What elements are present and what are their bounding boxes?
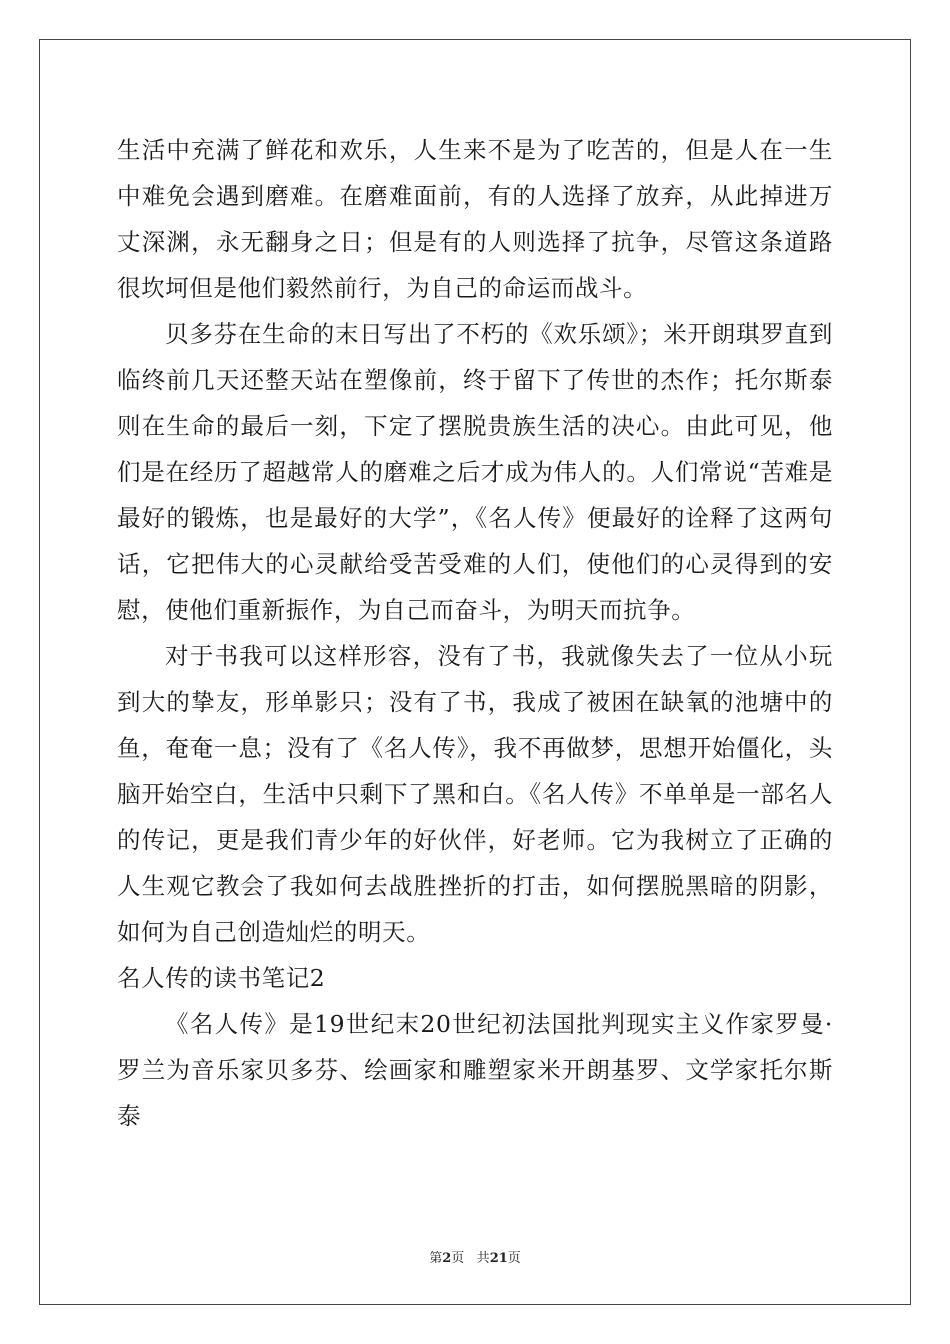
total-pages: 21 <box>489 1251 508 1266</box>
section-heading: 名人传的读书笔记2 <box>117 964 326 992</box>
page-prefix: 第 <box>429 1251 443 1266</box>
page-footer <box>0 1247 950 1266</box>
page-number: 2 <box>442 1251 452 1266</box>
paragraph-2: 贝多芬在生命的末日写出了不朽的《欢乐颂》；米开朗琪罗直到临终前几天还整天站在塑像前，终于留下了传世的杰作；托尔斯泰则在生命的最后一刻，下定了摆脱贵族生活的决心。由此可见，他们是在经历了超越常人的磨难之后才成为伟人的。人们常说“苦难是最好的锻炼，也是最好的大学”，《名人传》便最好的诠释了这两句话，它把伟大的心灵献给受苦受难的人们，使他们的心灵得到的安慰，使他们重新振作，为自己而奋斗，为明天而抗争。 <box>117 320 833 624</box>
paragraph-4: 《名人传》是19世纪末20世纪初法国批判现实主义作家罗曼·罗兰为音乐家贝多芬、绘画家和雕塑家米开朗基罗、文学家托尔斯泰 <box>117 1010 833 1130</box>
page-suffix: 页 <box>451 1251 465 1266</box>
document-body <box>117 127 833 1139</box>
paragraph-3: 对于书我可以这样形容，没有了书，我就像失去了一位从小玩到大的挚友，形单影只；没有了书，我成了被困在缺氧的池塘中的鱼，奄奄一息；没有了《名人传》，我不再做梦，思想开始僵化，头脑开始空白，生活中只剩下了黑和白。《名人传》不单单是一部名人的传记，更是我们青少年的好伙伴，好老师。它为我树立了正确的人生观它教会了我如何去战胜挫折的打击，如何摆脱黑暗的阴影，如何为自己创造灿烂的明天。 <box>117 642 833 946</box>
total-prefix: 共 <box>476 1251 490 1266</box>
paragraph-1: 生活中充满了鲜花和欢乐，人生来不是为了吃苦的，但是人在一生中难免会遇到磨难。在磨难面前，有的人选择了放弃，从此掉进万丈深渊，永无翻身之日；但是有的人则选择了抗争，尽管这条道路很坎坷但是他们毅然前行，为自己的命运而战斗。 <box>117 136 833 302</box>
total-suffix: 页 <box>507 1251 521 1266</box>
